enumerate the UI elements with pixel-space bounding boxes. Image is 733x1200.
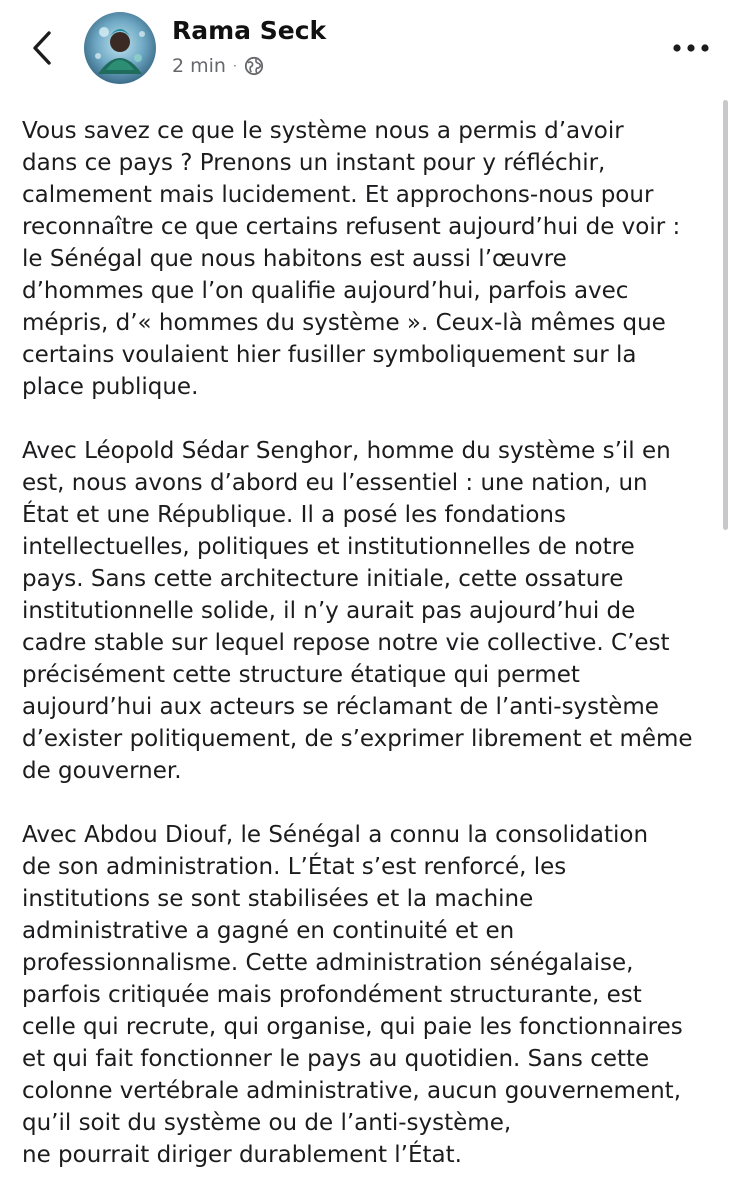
post-text-line: d’exister politiquement, de s’exprimer librement et même <box>22 726 693 752</box>
post-text-line: le Sénégal que nous habitons est aussi l’œuvre <box>22 246 567 272</box>
post-text-line: de son administration. L’État s’est renforcé, les <box>22 854 567 880</box>
post-paragraph <box>22 819 718 1171</box>
post-text-line: mépris, d’« hommes du système ». Ceux-là mêmes que <box>22 310 666 336</box>
post-paragraph <box>22 115 718 403</box>
post-meta <box>172 52 264 80</box>
post-text-line: Vous savez ce que le système nous a permis d’avoir <box>22 118 624 144</box>
post-text-line: et qui fait fonctionner le pays au quotidien. Sans cette <box>22 1046 650 1072</box>
author-name[interactable]: Rama Seck <box>172 16 327 45</box>
post-text-line: dans ce pays ? Prenons un instant pour y réfléchir, <box>22 150 606 176</box>
post-text-line: colonne vertébrale administrative, aucun gouvernement, <box>22 1078 682 1104</box>
post-text-line: Avec Léopold Sédar Senghor, homme du système s’il en <box>22 438 671 464</box>
paragraph-spacer <box>22 787 718 819</box>
post-text-line: aujourd’hui aux acteurs se réclamant de l’anti-système <box>22 694 659 720</box>
post-text-line: reconnaître ce que certains refusent aujourd’hui de voir : <box>22 214 681 240</box>
post-text-line: de gouverner. <box>22 758 182 784</box>
post-text-line: calmement mais lucidement. Et approchons-nous pour <box>22 182 654 208</box>
post-text-line: ne pourrait diriger durablement l’État. <box>22 1142 462 1168</box>
post-paragraph <box>22 435 718 787</box>
avatar[interactable] <box>84 12 156 84</box>
post-text-line: celle qui recrute, qui organise, qui paie les fonctionnaires <box>22 1014 683 1040</box>
post-text-line: institutionnelle solide, il n’y aurait pas aujourd’hui de <box>22 598 636 624</box>
post-text-line: Avec Abdou Diouf, le Sénégal a connu la consolidation <box>22 822 649 848</box>
post-text-line: intellectuelles, politiques et institutionnelles de notre <box>22 534 635 560</box>
post-text-line: professionnalisme. Cette administration sénégalaise, <box>22 950 634 976</box>
paragraph-spacer <box>22 403 718 435</box>
post-text-line: parfois critiquée mais profondément structurante, est <box>22 982 642 1008</box>
post-text-line: pays. Sans cette architecture initiale, cette ossature <box>22 566 624 592</box>
post-text-line: est, nous avons d’abord eu l’essentiel : une nation, un <box>22 470 648 496</box>
post-text-line: place publique. <box>22 374 199 400</box>
back-button[interactable] <box>24 26 60 70</box>
post-body <box>22 115 718 1171</box>
more-horizontal-icon <box>671 43 711 53</box>
more-options-button[interactable] <box>668 30 714 66</box>
post-text-line: d’hommes que l’on qualifie aujourd’hui, parfois avec <box>22 278 629 304</box>
post-header <box>0 0 733 100</box>
post-text-line: institutions se sont stabilisées et la machine <box>22 886 534 912</box>
scrollbar[interactable] <box>723 100 728 530</box>
meta-separator: · <box>232 59 237 73</box>
post-text-line: précisément cette structure étatique qui permet <box>22 662 580 688</box>
post-text-line: administrative a gagné en continuité et en <box>22 918 515 944</box>
post-text-line: cadre stable sur lequel repose notre vie collective. C’est <box>22 630 670 656</box>
chevron-left-icon <box>31 30 53 66</box>
post-text-line: qu’il soit du système ou de l’anti-système, <box>22 1110 512 1136</box>
post-text-line: État et une République. Il a posé les fondations <box>22 502 566 528</box>
globe-icon <box>244 56 264 76</box>
post-text-line: certains voulaient hier fusiller symboliquement sur la <box>22 342 637 368</box>
avatar-image <box>84 12 156 84</box>
post-timestamp[interactable]: 2 min <box>172 55 226 77</box>
